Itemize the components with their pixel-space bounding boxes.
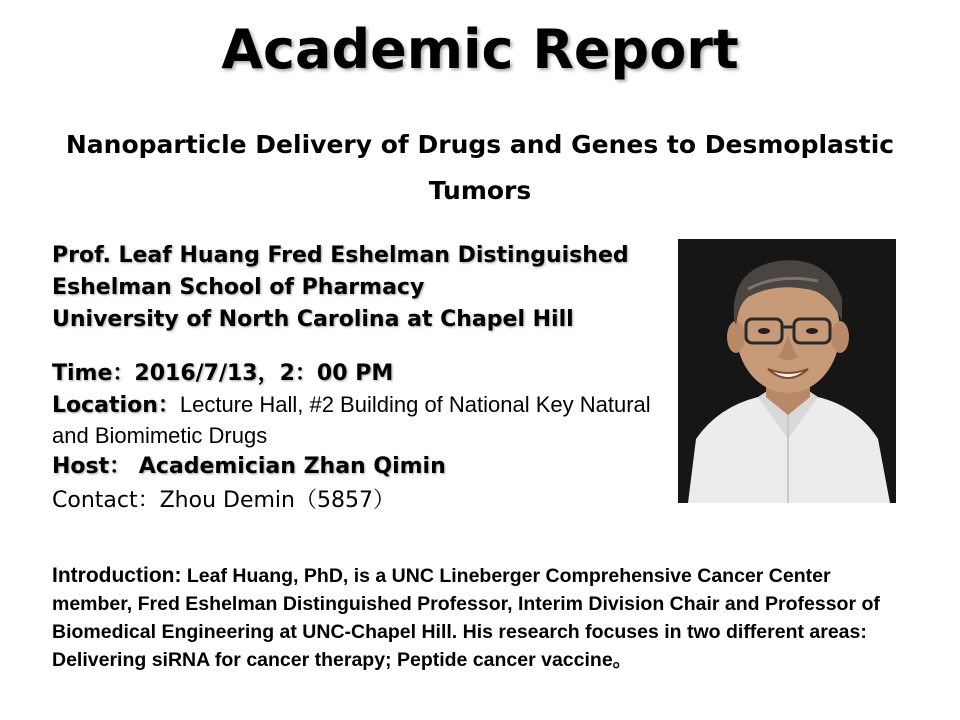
event-location (52, 390, 682, 451)
speaker-university: University of North Carolina at Chapel Hill (52, 307, 574, 332)
event-contact: Contact：Zhou Demin（5857） (52, 488, 395, 513)
speaker-portrait-illustration (678, 239, 896, 503)
introduction-paragraph (52, 562, 882, 674)
speaker-school: Eshelman School of Pharmacy (52, 275, 425, 300)
event-host: Host： Academician Zhan Qimin (52, 454, 446, 479)
report-title: Academic Report (221, 18, 739, 81)
spacer (52, 336, 682, 358)
introduction-text: Leaf Huang, PhD, is a UNC Lineberger Comprehensive Cancer Center member, Fred Eshelman Distinguished Professor, Interim Division Chair and Professor of Biomedical Engineering at UNC-Chapel Hill. His research focuses in two different areas: Delivering siRNA for cancer therapy; Peptide cancer vaccine。 (52, 565, 880, 671)
location-label: Location： (52, 393, 180, 418)
introduction-label: Introduction: (52, 564, 182, 587)
speaker-info (52, 240, 682, 519)
report-subtitle: Nanoparticle Delivery of Drugs and Genes to Desmoplastic Tumors (65, 130, 895, 205)
event-time: Time：2016/7/13，2：00 PM (52, 361, 394, 386)
location-value: Lecture Hall, #2 Building of National Key Natural and Biomimetic Drugs (52, 392, 651, 448)
speaker-photo (678, 239, 896, 503)
speaker-name-title: Prof. Leaf Huang Fred Eshelman Distinguished (52, 243, 629, 268)
